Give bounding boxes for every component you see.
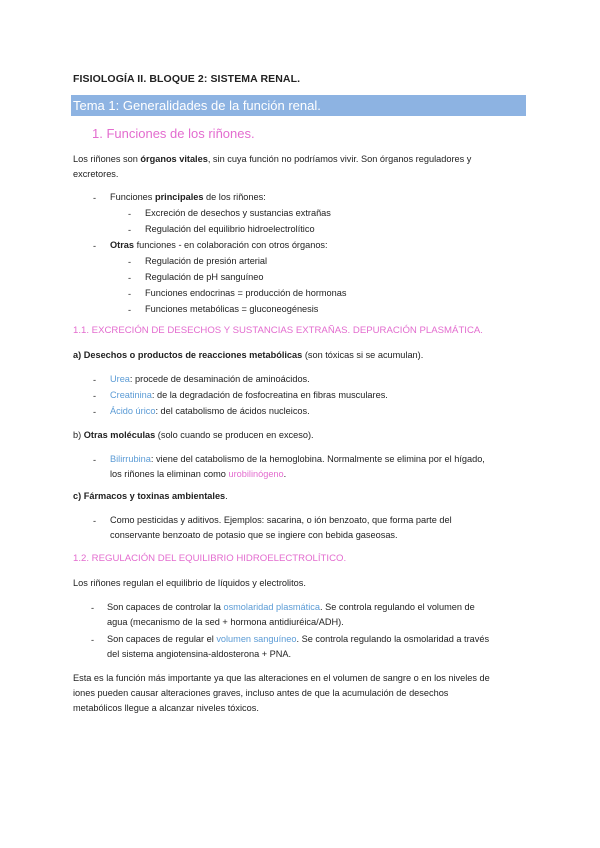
final-paragraph — [73, 671, 528, 716]
list-item-blood-volume — [107, 632, 489, 662]
list-item-pressure: Regulación de presión arterial — [145, 256, 268, 266]
list-dash: - — [93, 391, 97, 401]
list-item-other-functions — [110, 238, 328, 253]
other-functions-b: funciones - en colaboración con otros órganos: — [134, 240, 328, 250]
final-line-3: metabólicos llegue a alcanzar niveles tóxicos. — [73, 703, 259, 713]
intro-paragraph — [73, 152, 528, 182]
uric-acid-key: Ácido úrico — [110, 406, 156, 416]
paragraph-a-rest: (son tóxicas si se acumulan). — [302, 350, 424, 360]
list-dash: - — [91, 603, 95, 613]
paragraph-c-dot: . — [225, 491, 228, 501]
urea-key: Urea — [110, 374, 130, 384]
urobilinogen: urobilinógeno — [228, 469, 284, 479]
list-item-uric-acid — [110, 404, 310, 419]
sublist-dash: - — [128, 209, 132, 219]
list-item-osmolarity — [107, 600, 475, 630]
pesticides-line-1: Como pesticidas y aditivos. Ejemplos: sacarina, o ión benzoato, que forma parte del — [110, 515, 452, 525]
list-item-excretion: Excreción de desechos y sustancias extrañas — [145, 208, 331, 218]
regulation-intro: Los riñones regulan el equilibrio de líquidos y electrolitos. — [73, 578, 306, 588]
sublist-dash: - — [128, 305, 132, 315]
blood-volume-line-2: del sistema angiotensina-aldosterona + PNA. — [107, 649, 292, 659]
list-dash: - — [93, 193, 97, 203]
other-functions-bold: Otras — [110, 240, 135, 250]
paragraph-a-bold: a) Desechos o productos de reacciones metabólicas — [73, 350, 303, 360]
list-item-bilirubin — [110, 452, 485, 482]
topic-heading: Tema 1: Generalidades de la función renal. — [71, 95, 526, 116]
list-item-ph: Regulación de pH sanguíneo — [145, 272, 264, 282]
osmolarity-c: . Se controla regulando el volumen de — [319, 602, 475, 612]
osmolarity-key: osmolaridad plasmática — [223, 602, 320, 612]
bilirubin-key: Bilirrubina — [110, 454, 151, 464]
sublist-dash: - — [128, 257, 132, 267]
list-item-endocrine: Funciones endocrinas = producción de hormonas — [145, 288, 347, 298]
intro-text-c: , sin cuya función no podríamos vivir. Son órganos reguladores y — [207, 154, 472, 164]
creatinine-value: : de la degradación de fosfocreatina en fibras musculares. — [151, 390, 388, 400]
list-item-pesticides — [110, 513, 452, 543]
list-dash: - — [93, 241, 97, 251]
list-dash: - — [93, 407, 97, 417]
urea-value: : procede de desaminación de aminoácidos. — [129, 374, 310, 384]
uric-acid-value: : del catabolismo de ácidos nucleicos. — [155, 406, 310, 416]
main-functions-c: de los riñones: — [203, 192, 266, 202]
paragraph-c — [73, 489, 528, 504]
section-heading-1: 1. Funciones de los riñones. — [92, 126, 255, 141]
list-item-metabolic: Funciones metabólicas = gluconeogénesis — [145, 304, 319, 314]
paragraph-b-bold: Otras moléculas — [83, 430, 156, 440]
osmolarity-a: Son capaces de controlar la — [107, 602, 224, 612]
list-dash: - — [91, 635, 95, 645]
bilirubin-value: : viene del catabolismo de la hemoglobina. Normalmente se elimina por el hígado, — [150, 454, 485, 464]
osmolarity-line-2: agua (mecanismo de la sed + hormona antidiuréica/ADH). — [107, 617, 344, 627]
list-dash: - — [93, 455, 97, 465]
blood-volume-c: . Se controla regulando la osmolaridad a través — [296, 634, 490, 644]
pesticides-line-2: conservante benzoato de potasio que se ingiere con bebida gaseosas. — [110, 530, 398, 540]
sublist-dash: - — [128, 225, 132, 235]
intro-text-bold: órganos vitales — [140, 154, 208, 164]
paragraph-c-bold: c) Fármacos y toxinas ambientales — [73, 491, 226, 501]
sublist-dash: - — [128, 289, 132, 299]
list-item-urea — [110, 372, 310, 387]
section-heading-1-2: 1.2. REGULACIÓN DEL EQUILIBRIO HIDROELECTROLÍTICO. — [73, 553, 347, 564]
intro-text-a: Los riñones son — [73, 154, 141, 164]
list-item-main-functions — [110, 190, 266, 205]
final-line-2: iones pueden causar alteraciones graves, incluso antes de que la acumulación de desechos — [73, 688, 449, 698]
blood-volume-a: Son capaces de regular el — [107, 634, 217, 644]
list-item-creatinine — [110, 388, 388, 403]
creatinine-key: Creatinina — [110, 390, 152, 400]
intro-text-d: excretores. — [73, 169, 119, 179]
blood-volume-key: volumen sanguíneo — [216, 634, 297, 644]
sublist-dash: - — [128, 273, 132, 283]
paragraph-b-c: (solo cuando se producen en exceso). — [155, 430, 314, 440]
list-dash: - — [93, 516, 97, 526]
paragraph-b — [73, 428, 528, 443]
paragraph-b-a: b) — [73, 430, 84, 440]
list-dash: - — [93, 375, 97, 385]
main-functions-bold: principales — [154, 192, 204, 202]
bilirubin-value-2c: . — [283, 469, 287, 479]
final-line-1: Esta es la función más importante ya que las alteraciones en el volumen de sangre o en los niveles de — [73, 673, 490, 683]
bilirubin-value-2a: los riñones la eliminan como — [110, 469, 229, 479]
document-title: FISIOLOGÍA II. BLOQUE 2: SISTEMA RENAL. — [73, 73, 301, 85]
list-item-hydro: Regulación del equilibrio hidroelectrolítico — [145, 224, 315, 234]
main-functions-a: Funciones — [110, 192, 155, 202]
section-heading-1-1: 1.1. EXCRECIÓN DE DESECHOS Y SUSTANCIAS EXTRAÑAS. DEPURACIÓN PLASMÁTICA. — [73, 325, 483, 336]
paragraph-a — [73, 348, 528, 363]
